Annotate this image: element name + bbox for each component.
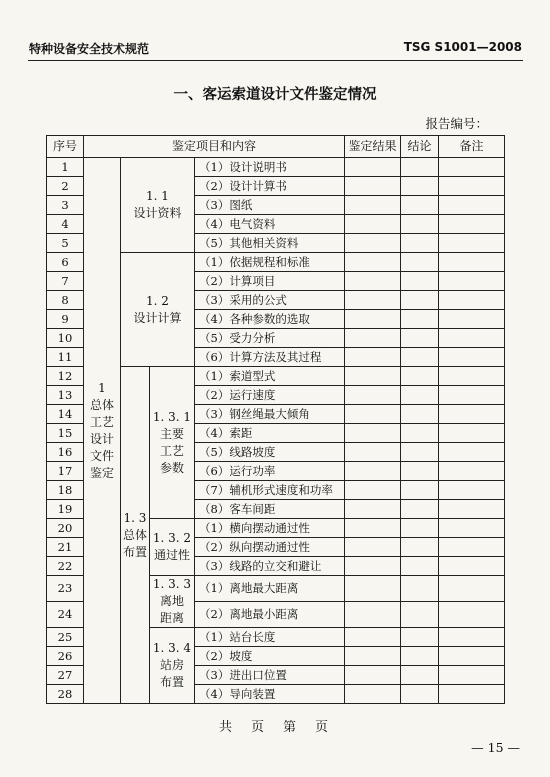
header-item: 鉴定项目和内容 bbox=[84, 136, 345, 158]
row-result-cell bbox=[345, 647, 401, 666]
row-number: 3 bbox=[47, 196, 84, 215]
row-number: 16 bbox=[47, 443, 84, 462]
row-conclusion-cell bbox=[401, 519, 439, 538]
row-item: （2）计算项目 bbox=[195, 272, 345, 291]
row-item: （1）站台长度 bbox=[195, 628, 345, 647]
row-result-cell bbox=[345, 666, 401, 685]
row-result-cell bbox=[345, 196, 401, 215]
row-number: 14 bbox=[47, 405, 84, 424]
row-conclusion-cell bbox=[401, 253, 439, 272]
header-right: TSG S1001—2008 bbox=[403, 40, 522, 54]
row-remark-cell bbox=[439, 424, 505, 443]
row-result-cell bbox=[345, 386, 401, 405]
table-header-row bbox=[47, 136, 505, 158]
section-design-calculation: 1. 2 设计计算 bbox=[121, 253, 195, 367]
row-conclusion-cell bbox=[401, 177, 439, 196]
row-remark-cell bbox=[439, 500, 505, 519]
row-number: 6 bbox=[47, 253, 84, 272]
row-result-cell bbox=[345, 538, 401, 557]
row-conclusion-cell bbox=[401, 481, 439, 500]
row-number: 9 bbox=[47, 310, 84, 329]
row-result-cell bbox=[345, 405, 401, 424]
row-number: 19 bbox=[47, 500, 84, 519]
row-item: （1）设计说明书 bbox=[195, 158, 345, 177]
row-conclusion-cell bbox=[401, 386, 439, 405]
row-remark-cell bbox=[439, 443, 505, 462]
row-conclusion-cell bbox=[401, 348, 439, 367]
row-result-cell bbox=[345, 500, 401, 519]
row-conclusion-cell bbox=[401, 576, 439, 602]
row-remark-cell bbox=[439, 647, 505, 666]
row-number: 17 bbox=[47, 462, 84, 481]
row-item: （4）导向装置 bbox=[195, 685, 345, 704]
header-remark: 备注 bbox=[439, 136, 505, 158]
row-remark-cell bbox=[439, 602, 505, 628]
row-result-cell bbox=[345, 272, 401, 291]
row-conclusion-cell bbox=[401, 272, 439, 291]
row-item: （1）索道型式 bbox=[195, 367, 345, 386]
table-row bbox=[47, 158, 505, 177]
row-conclusion-cell bbox=[401, 367, 439, 386]
row-item: （3）图纸 bbox=[195, 196, 345, 215]
row-conclusion-cell bbox=[401, 685, 439, 704]
row-result-cell bbox=[345, 557, 401, 576]
row-item: （8）客车间距 bbox=[195, 500, 345, 519]
row-item: （4）索距 bbox=[195, 424, 345, 443]
row-item: （3）钢丝绳最大倾角 bbox=[195, 405, 345, 424]
row-remark-cell bbox=[439, 519, 505, 538]
row-number: 11 bbox=[47, 348, 84, 367]
footer-page-count: 共 页 第 页 bbox=[218, 720, 331, 735]
row-conclusion-cell bbox=[401, 158, 439, 177]
row-item: （4）各种参数的选取 bbox=[195, 310, 345, 329]
row-result-cell bbox=[345, 602, 401, 628]
section-overall-layout: 1. 3 总体 布置 bbox=[121, 367, 150, 704]
subsection-station-layout: 1. 3. 4 站房 布置 bbox=[150, 628, 195, 704]
subsection-passability: 1. 3. 2 通过性 bbox=[150, 519, 195, 576]
row-conclusion-cell bbox=[401, 196, 439, 215]
row-conclusion-cell bbox=[401, 329, 439, 348]
row-item: （3）采用的公式 bbox=[195, 291, 345, 310]
row-conclusion-cell bbox=[401, 462, 439, 481]
footer-page-number: — 15 — bbox=[471, 740, 520, 755]
row-item: （3）进出口位置 bbox=[195, 666, 345, 685]
page-title: 一、客运索道设计文件鉴定情况 bbox=[173, 87, 377, 103]
row-remark-cell bbox=[439, 310, 505, 329]
row-remark-cell bbox=[439, 538, 505, 557]
row-remark-cell bbox=[439, 177, 505, 196]
row-number: 5 bbox=[47, 234, 84, 253]
section-design-documents: 1. 1 设计资料 bbox=[121, 158, 195, 253]
row-item: （2）运行速度 bbox=[195, 386, 345, 405]
row-result-cell bbox=[345, 329, 401, 348]
row-conclusion-cell bbox=[401, 291, 439, 310]
row-item: （2）坡度 bbox=[195, 647, 345, 666]
row-remark-cell bbox=[439, 557, 505, 576]
header-rule bbox=[28, 60, 523, 61]
row-conclusion-cell bbox=[401, 443, 439, 462]
header-result: 鉴定结果 bbox=[345, 136, 401, 158]
row-conclusion-cell bbox=[401, 666, 439, 685]
row-remark-cell bbox=[439, 272, 505, 291]
row-number: 2 bbox=[47, 177, 84, 196]
row-conclusion-cell bbox=[401, 500, 439, 519]
row-result-cell bbox=[345, 291, 401, 310]
header-seq: 序号 bbox=[47, 136, 84, 158]
row-remark-cell bbox=[439, 576, 505, 602]
row-conclusion-cell bbox=[401, 234, 439, 253]
row-conclusion-cell bbox=[401, 628, 439, 647]
row-remark-cell bbox=[439, 253, 505, 272]
row-result-cell bbox=[345, 253, 401, 272]
row-remark-cell bbox=[439, 196, 505, 215]
row-remark-cell bbox=[439, 628, 505, 647]
row-item: （4）电气资料 bbox=[195, 215, 345, 234]
row-number: 22 bbox=[47, 557, 84, 576]
row-remark-cell bbox=[439, 462, 505, 481]
row-remark-cell bbox=[439, 291, 505, 310]
row-conclusion-cell bbox=[401, 557, 439, 576]
row-number: 7 bbox=[47, 272, 84, 291]
row-item: （6）计算方法及其过程 bbox=[195, 348, 345, 367]
row-conclusion-cell bbox=[401, 647, 439, 666]
row-item: （1）离地最大距离 bbox=[195, 576, 345, 602]
row-result-cell bbox=[345, 576, 401, 602]
row-number: 23 bbox=[47, 576, 84, 602]
row-number: 10 bbox=[47, 329, 84, 348]
row-item: （1）依据规程和标准 bbox=[195, 253, 345, 272]
subsection-process-parameters: 1. 3. 1 主要 工艺 参数 bbox=[150, 367, 195, 519]
row-result-cell bbox=[345, 685, 401, 704]
row-remark-cell bbox=[439, 481, 505, 500]
row-item: （5）线路坡度 bbox=[195, 443, 345, 462]
row-result-cell bbox=[345, 215, 401, 234]
row-number: 18 bbox=[47, 481, 84, 500]
row-remark-cell bbox=[439, 215, 505, 234]
row-remark-cell bbox=[439, 386, 505, 405]
appraisal-table bbox=[46, 135, 505, 704]
row-result-cell bbox=[345, 481, 401, 500]
row-result-cell bbox=[345, 367, 401, 386]
row-remark-cell bbox=[439, 367, 505, 386]
row-conclusion-cell bbox=[401, 310, 439, 329]
row-item: （2）设计计算书 bbox=[195, 177, 345, 196]
row-number: 27 bbox=[47, 666, 84, 685]
row-remark-cell bbox=[439, 158, 505, 177]
row-number: 8 bbox=[47, 291, 84, 310]
row-result-cell bbox=[345, 628, 401, 647]
row-result-cell bbox=[345, 348, 401, 367]
row-number: 24 bbox=[47, 602, 84, 628]
row-remark-cell bbox=[439, 685, 505, 704]
row-remark-cell bbox=[439, 329, 505, 348]
subsection-ground-clearance: 1. 3. 3 离地 距离 bbox=[150, 576, 195, 628]
header-left: 特种设备安全技术规范 bbox=[29, 42, 150, 56]
row-result-cell bbox=[345, 462, 401, 481]
row-result-cell bbox=[345, 443, 401, 462]
row-remark-cell bbox=[439, 405, 505, 424]
row-result-cell bbox=[345, 519, 401, 538]
row-result-cell bbox=[345, 234, 401, 253]
row-item: （5）受力分析 bbox=[195, 329, 345, 348]
row-number: 15 bbox=[47, 424, 84, 443]
row-item: （2）纵向摆动通过性 bbox=[195, 538, 345, 557]
row-conclusion-cell bbox=[401, 602, 439, 628]
row-number: 4 bbox=[47, 215, 84, 234]
row-number: 26 bbox=[47, 647, 84, 666]
row-number: 21 bbox=[47, 538, 84, 557]
row-number: 25 bbox=[47, 628, 84, 647]
row-conclusion-cell bbox=[401, 538, 439, 557]
row-result-cell bbox=[345, 310, 401, 329]
row-item: （6）运行功率 bbox=[195, 462, 345, 481]
row-number: 12 bbox=[47, 367, 84, 386]
row-conclusion-cell bbox=[401, 215, 439, 234]
row-result-cell bbox=[345, 177, 401, 196]
row-number: 1 bbox=[47, 158, 84, 177]
row-item: （2）离地最小距离 bbox=[195, 602, 345, 628]
row-number: 13 bbox=[47, 386, 84, 405]
row-conclusion-cell bbox=[401, 405, 439, 424]
row-remark-cell bbox=[439, 666, 505, 685]
row-item: （1）横向摆动通过性 bbox=[195, 519, 345, 538]
row-remark-cell bbox=[439, 234, 505, 253]
group-overall-design: 1 总体 工艺 设计 文件 鉴定 bbox=[84, 158, 121, 704]
row-result-cell bbox=[345, 424, 401, 443]
row-number: 20 bbox=[47, 519, 84, 538]
header-conclusion: 结论 bbox=[401, 136, 439, 158]
row-conclusion-cell bbox=[401, 424, 439, 443]
row-result-cell bbox=[345, 158, 401, 177]
row-remark-cell bbox=[439, 348, 505, 367]
row-item: （3）线路的立交和避让 bbox=[195, 557, 345, 576]
row-item: （7）辅机形式速度和功率 bbox=[195, 481, 345, 500]
row-number: 28 bbox=[47, 685, 84, 704]
report-number-label: 报告编号： bbox=[425, 116, 488, 131]
row-item: （5）其他相关资料 bbox=[195, 234, 345, 253]
